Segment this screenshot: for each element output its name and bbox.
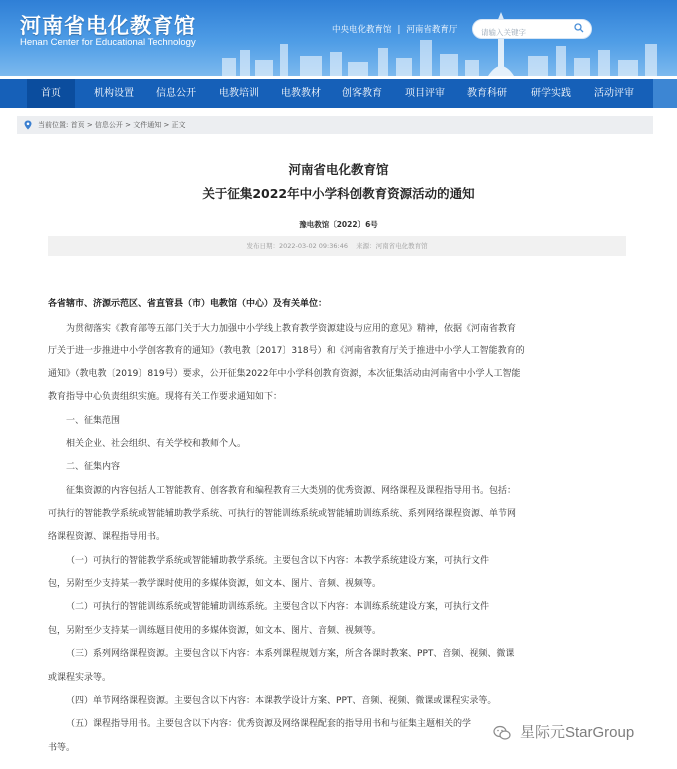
nav-edge xyxy=(653,79,677,108)
paragraph-line: 相关企业、社会组织、有关学校和教师个人。 xyxy=(66,439,247,449)
nav-item-maker-education[interactable]: 创客教育 xyxy=(342,88,382,99)
publish-date: 发布日期：2022-03-02 09:36:46 xyxy=(246,242,348,250)
nav-item-organization[interactable]: 机构设置 xyxy=(94,88,134,99)
paragraph-line: 包，另附至少支持某一训练题目使用的多媒体资源，如文本、图片、音频、视频等。 xyxy=(48,626,382,636)
search-input[interactable] xyxy=(473,24,571,42)
breadcrumb xyxy=(17,116,653,134)
list-item-heading: （五）课程指导用书。 xyxy=(66,719,157,729)
list-item-heading: （一）可执行的智能教学系统或智能辅助教学系统。 xyxy=(66,556,274,566)
list-item-body: 主要包含以下内容：本训练系统建设方案，可执行文件 xyxy=(273,602,490,612)
article-meta xyxy=(48,236,626,256)
link-henan-edu-dept[interactable]: 河南省教育厅 xyxy=(406,25,458,35)
search-box xyxy=(472,19,592,39)
paragraph-line: 可执行的智能教学系统或智能辅助教学系统、可执行的智能训练系统或智能辅助训练系统、系列网络课程资源、单节网 xyxy=(48,509,517,519)
link-central-eta[interactable]: 中央电化教育馆 xyxy=(332,25,392,35)
site-logo-title[interactable]: 河南省电化教育馆 xyxy=(20,13,196,38)
list-item xyxy=(66,553,489,566)
nav-item-home[interactable]: 首页 xyxy=(27,79,75,108)
location-pin-icon xyxy=(23,120,33,130)
salutation: 各省辖市、济源示范区、省直管县（市）电教馆（中心）及有关单位： xyxy=(48,299,328,309)
nav-item-activity-review[interactable]: 活动评审 xyxy=(594,88,634,99)
list-item-heading: （三）系列网络课程资源。 xyxy=(66,649,175,659)
document-number: 豫电教馆〔2022〕6号 xyxy=(299,220,378,229)
paragraph-line: 书等。 xyxy=(48,743,76,753)
paragraph-line: 或课程实录等。 xyxy=(48,673,112,683)
breadcrumb-path[interactable]: 首页 > 信息公开 > 文件通知 > 正文 xyxy=(70,121,186,129)
breadcrumb-label: 当前位置: xyxy=(38,121,69,129)
paragraph-line: 教育指导中心负责组织实施。现将有关工作要求通知如下： xyxy=(48,392,283,402)
wechat-icon xyxy=(493,725,511,741)
site-header xyxy=(0,0,677,76)
list-item xyxy=(66,599,489,612)
watermark: 星际元StarGroup xyxy=(520,724,635,741)
paragraph-line: 为贯彻落实《教育部等五部门关于大力加强中小学线上教育教学资源建设与应用的意见》精神，依据《河南省教育 xyxy=(66,324,517,334)
top-links xyxy=(332,23,457,35)
list-item-heading: （二）可执行的智能训练系统或智能辅助训练系统。 xyxy=(66,602,274,612)
list-item xyxy=(66,693,496,706)
list-item xyxy=(66,646,514,659)
main-nav xyxy=(0,79,653,108)
list-item xyxy=(66,716,471,729)
nav-item-project-review[interactable]: 项目评审 xyxy=(405,88,445,99)
article-source: 来源：河南省电化教育馆 xyxy=(356,242,428,250)
search-icon[interactable] xyxy=(574,23,584,33)
article-title-line1: 河南省电化教育馆 xyxy=(288,162,389,177)
article-title-line2: 关于征集2022年中小学科创教育资源活动的通知 xyxy=(202,186,475,201)
list-item-body: 主要包含以下内容：本课教学设计方案、PPT、音频、视频、微课或课程实录等。 xyxy=(174,696,497,706)
nav-item-disclosure[interactable]: 信息公开 xyxy=(156,88,196,99)
list-item-body: 主要包含以下内容：本系列课程规划方案，所含各课时教案、PPT、音频、视频、微课 xyxy=(174,649,515,659)
paragraph-line: 征集资源的内容包括人工智能教育、创客教育和编程教育三大类别的优秀资源、网络课程及课程指导用书。包括： xyxy=(66,486,517,496)
site-logo-subtitle: Henan Center for Educational Technology xyxy=(20,37,196,48)
paragraph-line: 通知》（教电教〔2019〕819号）要求，公开征集2022年中小学科创教育资源，本次征集活动由河南省中小学人工智能 xyxy=(48,369,521,379)
list-item-heading: （四）单节网络课程资源。 xyxy=(66,696,175,706)
list-item-body: 主要包含以下内容：优秀资源及网络课程配套的指导用书和与征集主题相关的学 xyxy=(156,719,472,729)
paragraph-line: 络课程资源、课程指导用书。 xyxy=(48,532,166,542)
nav-item-study-practice[interactable]: 研学实践 xyxy=(531,88,571,99)
section-heading: 二、征集内容 xyxy=(66,462,121,472)
nav-item-research[interactable]: 教育科研 xyxy=(467,88,507,99)
link-separator: | xyxy=(397,25,401,35)
paragraph-line: 厅关于进一步推进中小学创客教育的通知》（教电教〔2017〕318号）和《河南省教育厅关于推进中小学人工智能教育的 xyxy=(48,346,525,356)
paragraph-line: 包，另附至少支持某一教学课时使用的多媒体资源，如文本、图片、音频、视频等。 xyxy=(48,579,382,589)
nav-item-textbooks[interactable]: 电教教材 xyxy=(281,88,321,99)
list-item-body: 主要包含以下内容：本教学系统建设方案，可执行文件 xyxy=(273,556,490,566)
breadcrumb-text xyxy=(38,116,186,134)
section-heading: 一、征集范围 xyxy=(66,416,121,426)
nav-item-training[interactable]: 电教培训 xyxy=(219,88,259,99)
